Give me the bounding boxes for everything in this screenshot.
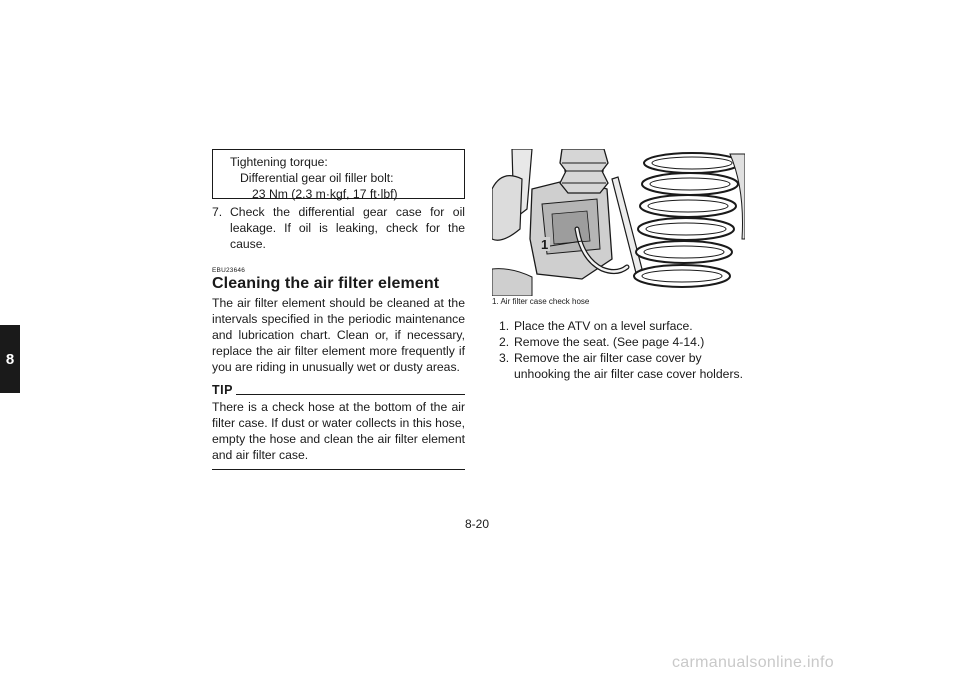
- step-number: 7.: [212, 205, 223, 219]
- spec-line-value: 23 Nm (2.3 m·kgf, 17 ft·lbf): [252, 187, 398, 201]
- tip-label: TIP: [212, 383, 233, 397]
- right-column: [492, 149, 747, 382]
- step-number: 3.: [499, 351, 510, 365]
- step-7: [212, 204, 465, 252]
- tip-body: There is a check hose at the bottom of the air filter case. If dust or water collects in this hose, empty the hose and clean the air filter element and air filter case.: [212, 399, 465, 470]
- step-text: Check the differential gear case for oil leakage. If oil is leaking, check for the cause.: [230, 205, 465, 251]
- tip-rule: [236, 394, 465, 395]
- step-text: Remove the air filter case cover by unhooking the air filter case cover holders.: [514, 351, 743, 381]
- torque-spec-box: [212, 149, 465, 199]
- steps-list: [492, 318, 747, 382]
- step-1: [499, 318, 747, 334]
- spec-line-title: Tightening torque:: [230, 155, 328, 169]
- step-text: Place the ATV on a level surface.: [514, 319, 693, 333]
- air-filter-check-hose-illustration: [492, 149, 745, 296]
- watermark-link[interactable]: carmanualsonline.info: [672, 654, 834, 671]
- chapter-tab: 8: [0, 325, 20, 393]
- step-2: [499, 334, 747, 350]
- section-body: The air filter element should be cleaned at the intervals specified in the periodic maintenance and lubrication chart. Clean or, if necessary, replace the air filter element more frequently if you are riding in unusually wet or dusty areas.: [212, 296, 465, 374]
- figure-callout-1: 1: [541, 237, 549, 252]
- left-column: [212, 149, 465, 470]
- figure-caption: 1. Air filter case check hose: [492, 297, 590, 306]
- spec-line-item: Differential gear oil filler bolt:: [240, 171, 394, 185]
- tip-header: [212, 383, 465, 397]
- step-3: [499, 350, 747, 382]
- step-number: 1.: [499, 319, 510, 333]
- section-code: EBU23646: [212, 267, 246, 274]
- page-number: 8-20: [465, 517, 490, 531]
- section-title: Cleaning the air filter element: [212, 275, 440, 292]
- step-text: Remove the seat. (See page 4-14.): [514, 335, 705, 349]
- step-number: 2.: [499, 335, 510, 349]
